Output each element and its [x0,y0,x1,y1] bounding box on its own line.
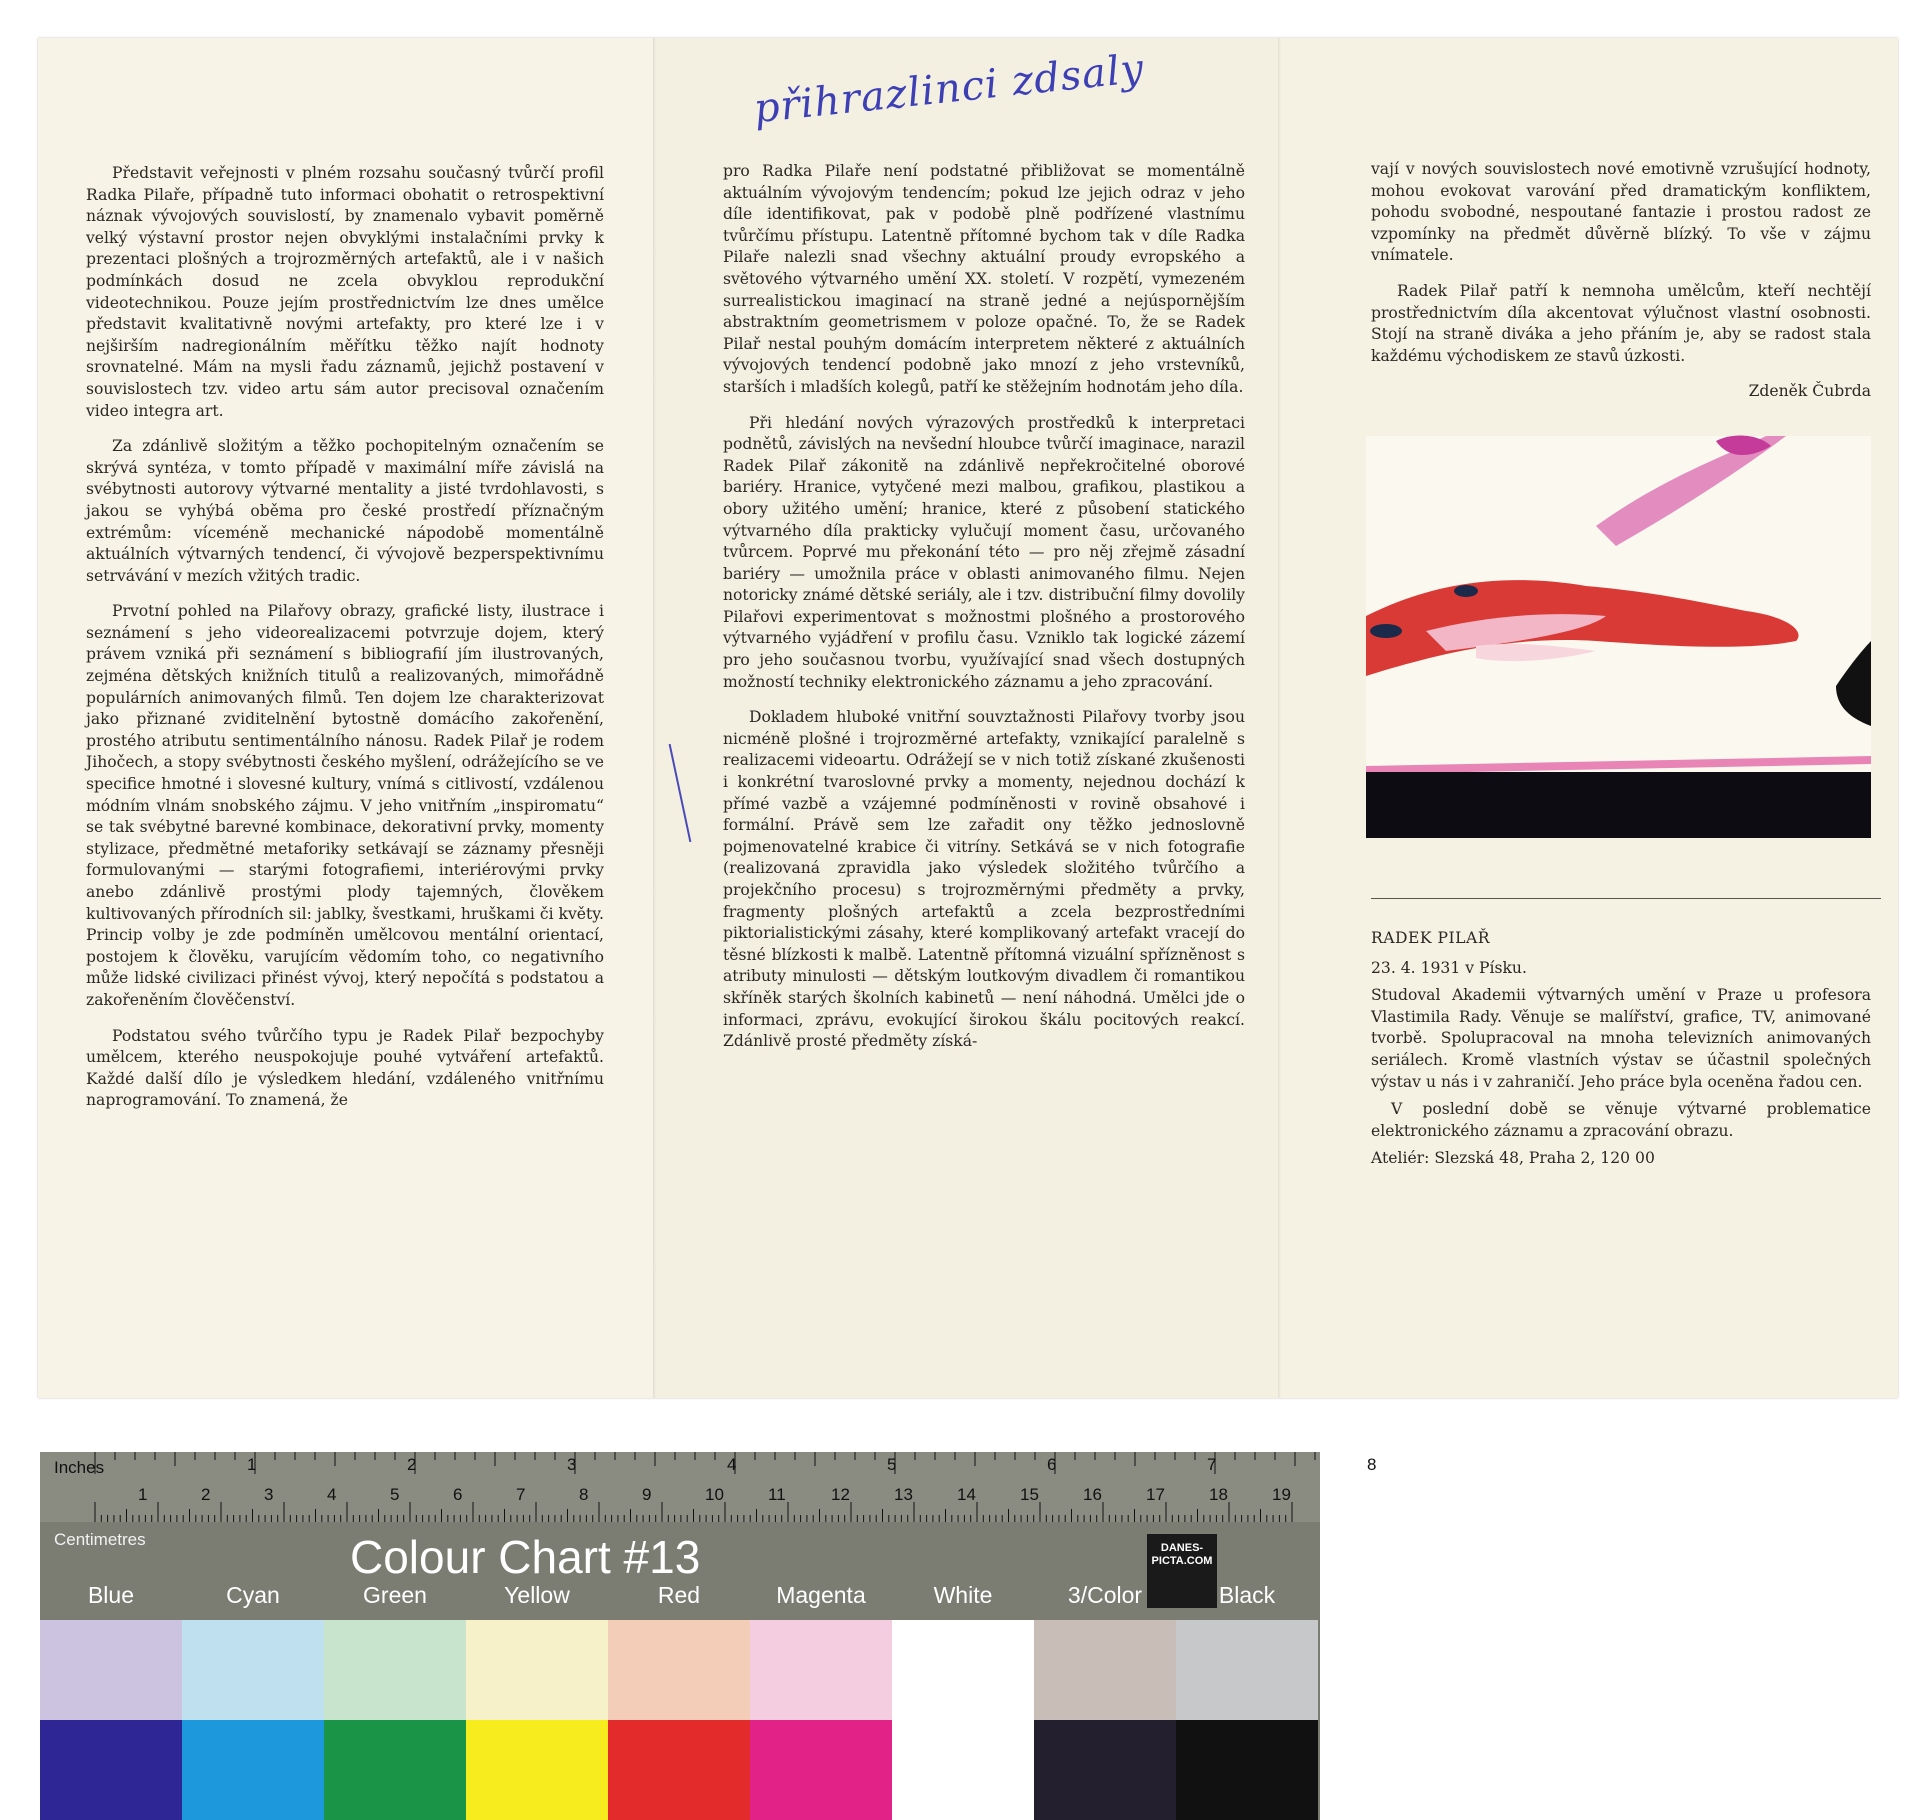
right-column-text [1371,159,1871,403]
cm-number: 2 [201,1485,211,1504]
left-panel [38,38,653,1398]
cm-number: 1 [138,1485,148,1504]
cm-number: 13 [894,1485,913,1504]
swatch-dark [1034,1720,1176,1820]
bio-text: Studoval Akademii výtvarných umění v Praze u profesora Vlastimila Rady. Věnuje se malířství, grafice, TV, animované tvorbě. Spolupracoval na mnoha televizních animovaných seriálech. Kromě vlastních výstav se účastnil společných výstav u nás i v zahraničí. Jeho práce byla oceněna řadou cen. [1371,986,1871,1091]
paragraph: Za zdánlivě složitým a těžko pochopitelným označením se skrývá syntéza, v tomto případě v maximální míře závislá na svébytnosti autorovy výtvarné mentality a jisté tvrdohlavosti, s jakou se vyhýbá oběma pro české prostředí příznačným extrémům: víceméně mechanické nápodobě momentálně aktuálních výtvarných tendencí, či vývojově bezperspektivnímu setrvávání v mezích vžitých tradic. [86,437,604,585]
inch-number: 2 [407,1455,417,1474]
chart-title: Colour Chart #13 [350,1531,701,1583]
cm-number: 7 [516,1485,526,1504]
artwork-reproduction [1366,436,1871,838]
colour-swatches [40,1620,1320,1820]
inch-number: 7 [1207,1455,1217,1474]
colour-chart [40,1452,1377,1820]
cm-number: 19 [1272,1485,1291,1504]
cm-number: 6 [453,1485,463,1504]
abstract-painting-image [1366,436,1871,838]
swatch-dark [324,1720,466,1820]
middle-panel [653,38,1278,1398]
cm-number: 10 [705,1485,724,1504]
middle-column-text [723,161,1245,1067]
paragraph: Při hledání nových výrazových prostředků k interpretaci podnětů, závislých na nevšední hloubce tvůrčí imaginace, narazil Radek Pilař zákonitě na zdánlivě nepřekročitelné oborové bariéry. Hranice, vytyčené mezi malbou, grafikou, plastikou a obory užitého umění; hranice, které z působení statického výtvarného díla prakticky vylučují moment času, určovaného tvůrcem. Poprvé mu překonání této — pro něj zřejmě zásadní bariéry — umožnila práce v oblasti animovaného filmu. Nejen notoricky známé dětské seriály, ale i tzv. distribuční filmy dovolily Pilařovi experimentovat s možnostmi plošného a prostorového výtvarného vyjádření v profilu času. Vzniklo tak logické zázemí pro jeho současnou tvorbu, využívající snad všech dostupných možností techniky elektronického záznamu a jeho zpracování. [723,413,1245,691]
swatch-label-green: Green [363,1582,427,1608]
swatch-label-white: White [933,1582,993,1608]
swatch-label-blue: Blue [87,1582,135,1608]
ruler [40,1452,1377,1549]
swatch-dark [40,1720,182,1820]
paragraph: Podstatou svého tvůrčího typu je Radek Pilař bezpochyby umělcem, kterého neuspokojuje pouhé vytváření artefaktů. Každé další dílo je výsledkem hledání, vzdáleného vnitřnímu naprogramování. To znamená, že [86,1026,604,1110]
bio-text: V poslední době se věnuje výtvarné problematice elektronického záznamu a zpracování obrazu. [1371,1100,1871,1140]
fold-line [653,38,656,1398]
paragraph: pro Radka Pilaře není podstatné přibližovat se momentálně aktuálním vývojovým tendencím; pokud lze jejich odraz v jeho díle identifikovat, pak v podobě plně podřízené vlastnímu tvůrčímu přístupu. Latentně přítomné bychom tak v díle Radka Pilaře nalezli snad všechny aktuální proudy evropského a světového výtvarného umění XX. století. V rozpětí, vymezeném surrealistickou imaginací na straně jedné a nejúspornějším abstraktním geometrismem v poloze opačné. To, že se Radek Pilař nestal pouhým domácím interpretem některé z aktuálních vývojových tendencí podobně jako mnozí z jeho vrstevníků, starších i mladších kolegů, patří ke stěžejním hodnotám jeho díla. [723,162,1245,396]
cm-number: 9 [642,1485,652,1504]
author-signature: Zdeněk Čubrda [1748,382,1871,401]
paragraph: Představit veřejnosti v plném rozsahu současný tvůrčí profil Radka Pilaře, případně tuto informaci obohatit o retrospektivní náznak vývojových souvislostí, by znamenalo vybavit poměrně velký výstavní prostor nejen obvyklými instalačními prvky k prezentaci plošných a trojrozměrných artefaktů, ale i v našich podmínkách dosud ne zcela obvyklou reprodukční videotechnikou. Pouze jejím prostřednictvím lze dnes umělce představit kvalitativně novými artefakty, pro které lze i v nejširším nadregionálním měřítku těžko najít hodnoty srovnatelné. Mám na mysli řadu záznamů, jejichž postavení v souvislostech tzv. video artu sám autor precisoval označením video integra art. [86,164,604,420]
cm-number: 14 [957,1485,976,1504]
cm-number: 4 [327,1485,337,1504]
danes-picta-logo: DANES-PICTA.COM [1147,1534,1217,1608]
fold-line [1278,38,1281,1398]
birth-info: 23. 4. 1931 v Písku. [1371,958,1527,977]
inch-number: 8 [1367,1455,1377,1474]
swatch-light [1176,1620,1318,1720]
brochure-sheet [38,38,1898,1398]
swatch-label-3-color: 3/Color [1067,1582,1143,1608]
cm-number: 15 [1020,1485,1039,1504]
swatch-labels [40,1582,1320,1614]
swatch-label-red: Red [657,1582,701,1608]
artist-name: RADEK PILAŘ [1371,929,1491,947]
inches-label: Inches [54,1458,105,1477]
inch-number: 6 [1047,1455,1057,1474]
inch-number: 3 [567,1455,577,1474]
swatch-label-black: Black [1218,1582,1276,1608]
paragraph: Prvotní pohled na Pilařovy obrazy, grafické listy, ilustrace i seznámení s jeho videorealizacemi potvrzuje dojem, který právem vzniká při seznámení s bibliografií jím ilustrovaných, zejména dětských knižních titulů a realizovaných, mimořádně populárních animovaných filmů. Ten dojem lze charakterizovat jako přiznané zviditelnění bytostně domácího zakořenění, prostého atributu sentimentálního nánosu. Radek Pilař je rodem Jihočech, a stopy svébytnosti českého myšlení, odrážejícího se ve specifice hmotné i slovesné kultury, vnímá s citlivostí, vzdálenou módním vlnám snobského zájmu. V jeho vnitřním „inspiromatu“ se tak svébytné barevné kombinace, dekorativní prvky, momenty stylizace, předmětné metaforiky setkávají se záznamy přesněji formulovanými — starými fotografiemi, interiérovými prvky anebo zdánlivě prostými plody tajemných, člověkem kultivovaných přírodních sil: jablky, švestkami, hruškami či květy. Princip volby je zde podmíněn umělcovou mentální orientací, postojem k člověku, varujícím vědomím toho, co negativního může lidské civilizaci přinést vývoj, který nepočítá s podstatou a zakořeněním člověčenství. [86,602,604,1009]
cm-number: 17 [1146,1485,1165,1504]
ruler-scale [40,1452,1377,1522]
divider-line [1371,898,1881,899]
inch-number: 5 [887,1455,897,1474]
inch-number: 1 [247,1455,257,1474]
swatch-dark [466,1720,608,1820]
swatch-dark [608,1720,750,1820]
swatch-dark [1176,1720,1318,1820]
paragraph: vají v nových souvislostech nové emotivně vzrušující hodnoty, mohou evokovat varování před dramatickým konfliktem, pohodu svobodné, nespoutané fantazie i prostou radost ze vzpomínky na předmět důvěrně blízký. To vše v zájmu vnímatele. [1371,160,1871,265]
left-column-text [86,163,604,1126]
cm-number: 8 [579,1485,589,1504]
swatch-light [892,1620,1034,1720]
cm-number: 5 [390,1485,400,1504]
cm-number: 11 [768,1485,786,1504]
swatch-label-yellow: Yellow [504,1582,570,1608]
paragraph: Dokladem hluboké vnitřní souvztažnosti Pilařovy tvorby jsou nicméně plošné i trojrozměrné artefakty, vznikající paralelně s realizacemi videoartu. Odrážejí se v nich totiž získané zkušenosti i konkrétní tvaroslovné prvky a momenty, nejednou dochází k přímé vazbě a vzájemné podmíněnosti v rovině obsahové i formální. Právě sem lze zařadit ony těžko jednoslovně pojmenovatelné krabice či vitríny. Setkává se v nich fotografie (realizovaná zpravidla jako výsledek složitého tvůrčího a projekčního procesu) s trojrozměrnými předměty a prvky, fragmenty plošných artefaktů a zcela bezprostředními piktorialistickými zásahy, které komplikovaný artefakt vracejí do těsné blízkosti k malbě. Latentně přítomná vizuální spřízněnost s atributy minulosti — dětským loutkovým divadlem či romantikou skříněk starých školních kabinetů — není náhodná. Umělci jde o informaci, zprávu, evokující širokou škálu pocitových reakcí. Zdánlivě prosté předměty získá- [723,708,1245,1051]
swatch-light [750,1620,892,1720]
paragraph: Radek Pilař patří k nemnoha umělcům, kteří nechtějí prostřednictvím díla akcentovat výlučnost vlastní osobnosti. Stojí na straně diváka a jeho přáním je, aby se radost stala každému východiskem ze stavů úzkosti. [1371,281,1871,365]
swatch-dark [750,1720,892,1820]
handwritten-note: přihrazlinci zdsaly [751,45,1147,133]
swatch-dark [182,1720,324,1820]
swatch-label-magenta: Magenta [776,1582,866,1608]
margin-pen-mark [669,744,692,842]
swatch-light [40,1620,182,1720]
swatch-dark [892,1720,1034,1820]
cm-number: 12 [831,1485,850,1504]
swatch-light [608,1620,750,1720]
inch-number: 4 [727,1455,737,1474]
swatch-light [466,1620,608,1720]
swatch-label-cyan: Cyan [226,1582,280,1608]
cm-number: 18 [1209,1485,1228,1504]
swatch-light [1034,1620,1176,1720]
cm-number: 3 [264,1485,274,1504]
cm-number: 16 [1083,1485,1102,1504]
studio-address: Ateliér: Slezská 48, Praha 2, 120 00 [1371,1149,1655,1168]
artist-bio [1371,928,1871,1176]
centimetres-label: Centimetres [54,1530,146,1549]
swatch-light [182,1620,324,1720]
right-panel [1278,38,1898,1398]
swatch-light [324,1620,466,1720]
